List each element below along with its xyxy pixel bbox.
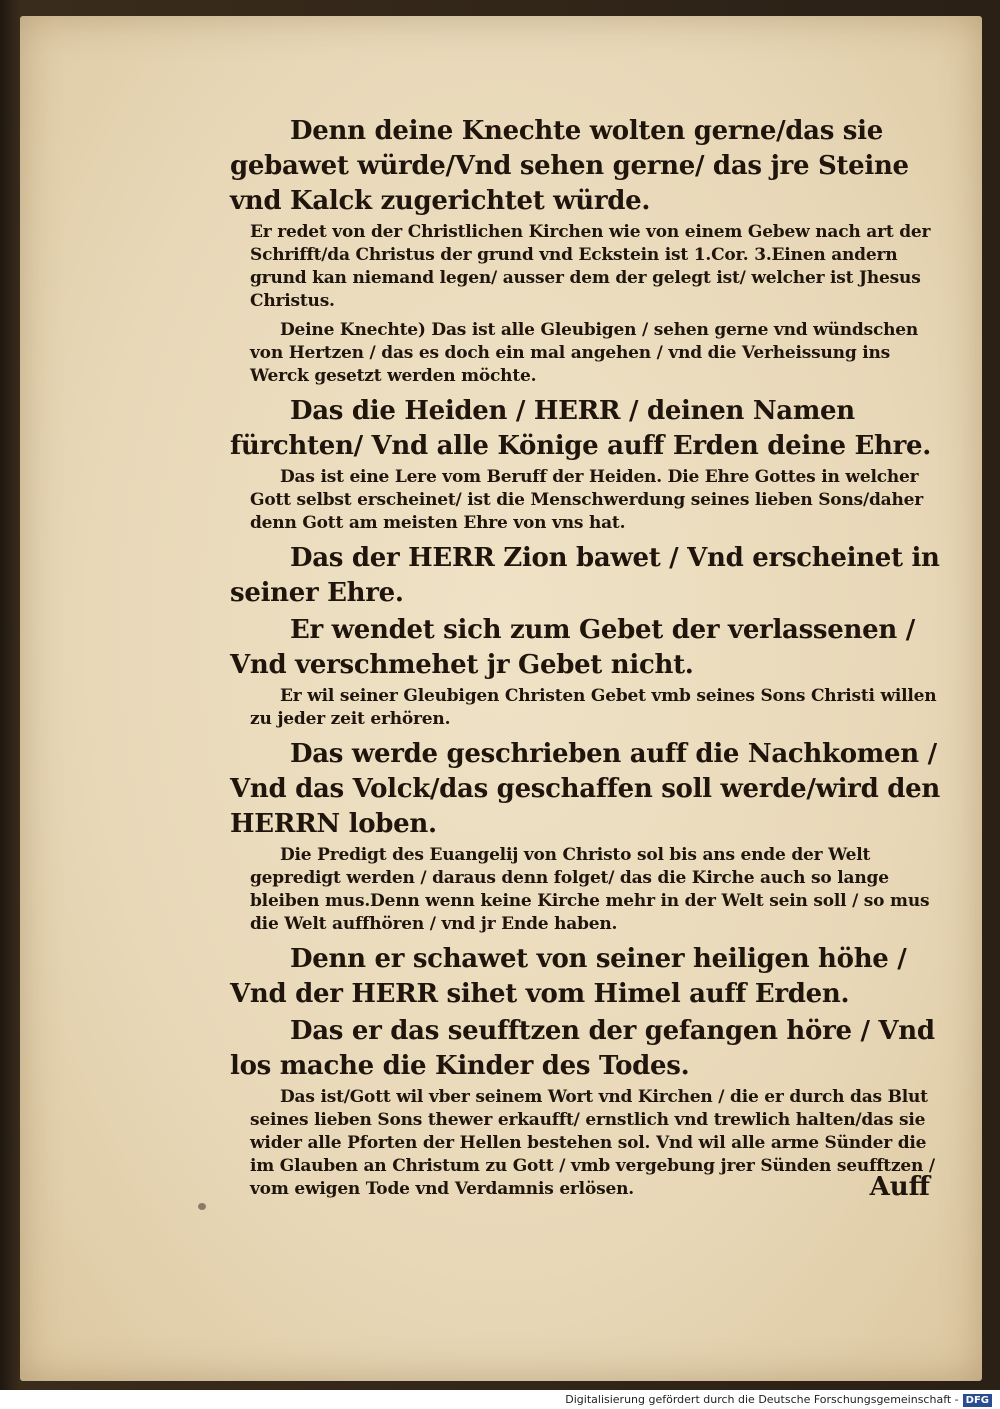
gloss-paragraph: Deine Knechte) Das ist alle Gleubigen / sehen gerne vnd wündschen von Hertzen / das es doch ein mal angehen / vnd die Verheissung ins Werck gesetzt werden möchte. bbox=[250, 320, 919, 386]
dfg-logo: DFG bbox=[963, 1394, 992, 1407]
verse-paragraph: Denn deine Knechte wolten gerne/das sie gebawet würde/Vnd sehen gerne/ das jre Steine vnd Kalck zugerichtet würde. bbox=[230, 116, 909, 216]
verse-paragraph: Das der HERR Zion bawet / Vnd erscheinet in seiner Ehre. bbox=[230, 543, 940, 608]
digitization-footer bbox=[0, 1390, 1000, 1409]
verse-paragraph: Denn er schawet von seiner heiligen höhe / Vnd der HERR sihet vom Himel auff Erden. bbox=[230, 944, 907, 1009]
footer-credit: Digitalisierung gefördert durch die Deutsche Forschungsgemeinschaft - bbox=[565, 1393, 959, 1406]
gloss-paragraph: Er redet von der Christlichen Kirchen wie von einem Gebew nach art der Schrifft/da Christus der grund vnd Eckstein ist 1.Cor. 3.Einen andern grund kan niemand legen/ ausser dem der gelegt ist/ welcher ist Jhesus Christus. bbox=[250, 222, 931, 311]
gloss-paragraph: Die Predigt des Euangelij von Christo sol bis ans ende der Welt gepredigt werden / daraus denn folget/ das die Kirche auch so lange bleiben mus.Denn wenn keine Kirche mehr in der Welt sein soll / so mus die Welt auffhören / vnd jr Ende haben. bbox=[250, 845, 930, 934]
paper-speck bbox=[198, 1203, 206, 1210]
gloss-paragraph: Das ist/Gott wil vber seinem Wort vnd Kirchen / die er durch das Blut seines lieben Sons thewer erkaufft/ ernstlich vnd trewlich halten/das sie wider alle Pforten der Hellen bestehen sol. Vnd wil alle arme Sünder die im Glauben an Christum zu Gott / vmb vergebung jrer Sünden seufftzen / vom ewigen Tode vnd Verdamnis erlösen. bbox=[250, 1087, 935, 1199]
verse-paragraph: Das werde geschrieben auff die Nachkomen / Vnd das Volck/das geschaffen soll werde/wird den HERRN loben. bbox=[230, 739, 940, 839]
verse-paragraph: Das die Heiden / HERR / deinen Namen fürchten/ Vnd alle Könige auff Erden deine Ehre. bbox=[230, 396, 932, 461]
page-text-body bbox=[230, 100, 940, 1207]
catchword: Auff bbox=[869, 1172, 930, 1202]
gloss-paragraph: Das ist eine Lere vom Beruff der Heiden. Die Ehre Gottes in welcher Gott selbst erscheinet/ ist die Menschwerdung seines lieben Sons/daher denn Gott am meisten Ehre von vns hat. bbox=[250, 467, 924, 533]
verse-paragraph: Er wendet sich zum Gebet der verlassenen / Vnd verschmehet jr Gebet nicht. bbox=[230, 615, 915, 680]
gloss-paragraph: Er wil seiner Gleubigen Christen Gebet vmb seines Sons Christi willen zu jeder zeit erhören. bbox=[250, 686, 937, 729]
verse-paragraph: Das er das seufftzen der gefangen höre / Vnd los mache die Kinder des Todes. bbox=[230, 1016, 935, 1081]
